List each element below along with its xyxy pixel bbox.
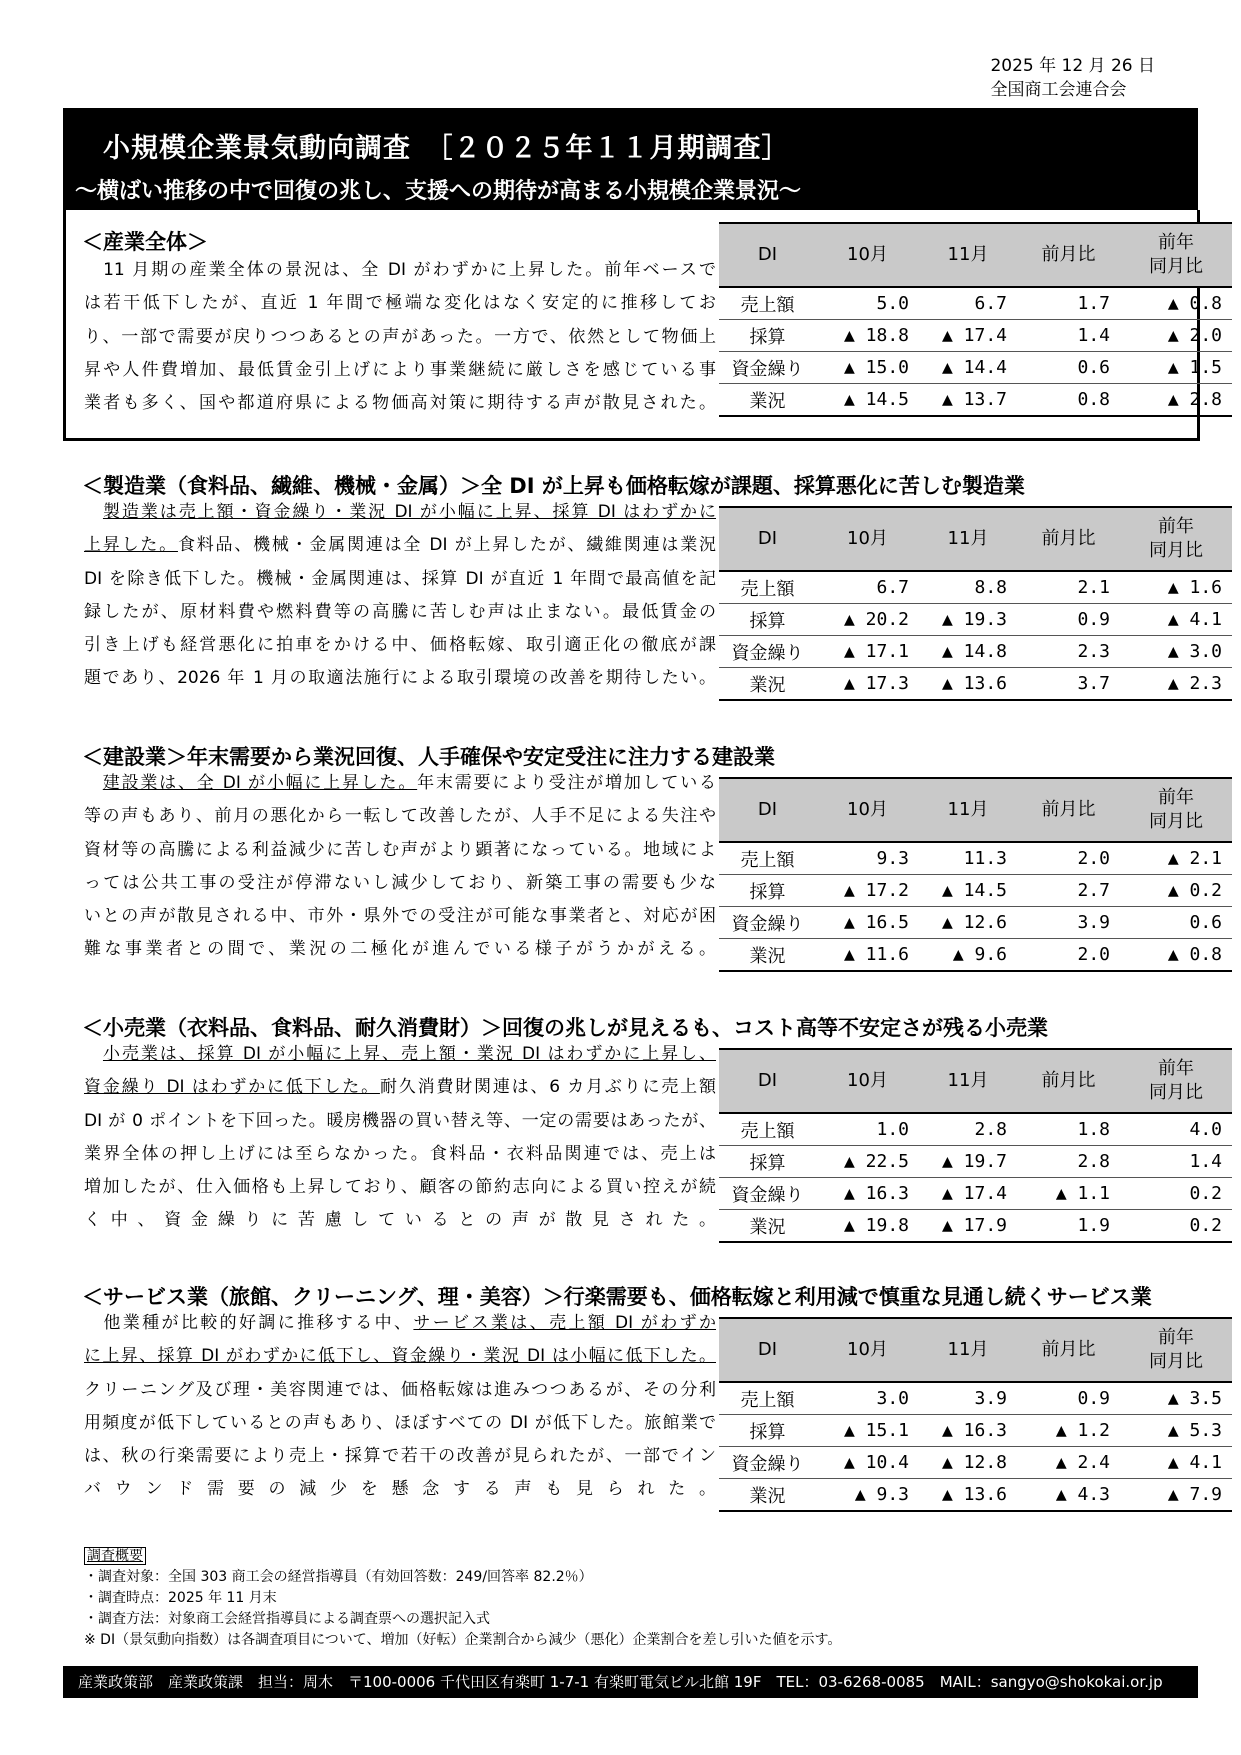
di-value: ▲ 2.1 (1120, 842, 1232, 875)
body-line: 製造業は売上額・資金繰り・業況 DI が小幅に上昇、採算 DI はわずかに (102, 502, 717, 522)
di-value: 1.0 (816, 1113, 919, 1146)
table-header-cell: 前年 同月比 (1120, 778, 1232, 842)
di-value: 0.9 (1017, 1382, 1120, 1415)
di-value: ▲ 3.5 (1120, 1382, 1232, 1415)
di-value: 0.6 (1017, 352, 1120, 384)
di-value: 1.7 (1017, 287, 1120, 320)
table-row (719, 1146, 1232, 1178)
di-value: 6.7 (816, 571, 919, 604)
section-body (84, 1038, 716, 1238)
table-header-cell: 前月比 (1017, 1049, 1120, 1113)
di-value: ▲ 15.1 (816, 1415, 919, 1447)
row-label: 業況 (719, 1479, 816, 1512)
table-row (719, 320, 1232, 352)
body-line: 建設業は、全 DI が小幅に上昇した。年末需要により受注が増加している (102, 773, 717, 793)
di-value: 2.8 (919, 1113, 1017, 1146)
table-header-cell: 10月 (816, 1049, 919, 1113)
section-body (84, 254, 716, 420)
di-value: ▲ 17.9 (919, 1210, 1017, 1243)
di-value: ▲ 22.5 (816, 1146, 919, 1178)
di-value: 0.2 (1120, 1210, 1232, 1243)
body-line: 昇や人件費増加、最低賃金引上げにより事業継続に厳しさを感じている事 (84, 359, 716, 380)
table-header-cell: 11月 (919, 1318, 1017, 1382)
table-row (719, 352, 1232, 384)
section-body (84, 496, 716, 696)
di-table (719, 222, 1232, 417)
di-value: ▲ 1.2 (1017, 1415, 1120, 1447)
di-value: 6.7 (919, 287, 1017, 320)
table-header-cell: 11月 (919, 778, 1017, 842)
di-value: ▲ 14.5 (919, 875, 1017, 907)
di-value: ▲ 17.4 (919, 1178, 1017, 1210)
di-value: ▲ 17.3 (816, 668, 919, 701)
table-header-cell: DI (719, 507, 816, 571)
body-line: 題であり、2026 年 1 月の取適法施行による取引環境の改善を期待したい。 (84, 668, 716, 689)
di-value: ▲ 1.5 (1120, 352, 1232, 384)
row-label: 資金繰り (719, 636, 816, 668)
di-value: 0.9 (1017, 604, 1120, 636)
section-body (84, 1307, 716, 1507)
di-value: ▲ 19.8 (816, 1210, 919, 1243)
body-line: り、一部で需要が戻りつつあるとの声があった。一方で、依然として物価上 (84, 326, 716, 347)
row-label: 採算 (719, 1146, 816, 1178)
body-line: は若干低下したが、直近 1 年間で極端な変化はなく安定的に推移してお (84, 293, 716, 314)
table-row (719, 604, 1232, 636)
di-value: ▲ 19.3 (919, 604, 1017, 636)
section-heading: ＜小売業（衣料品、食料品、耐久消費財）＞回復の兆しが見えるも、コスト高等不安定さが残る小売業 (82, 1016, 1048, 1040)
table-row (719, 571, 1232, 604)
body-line: 小売業は、採算 DI が小幅に上昇、売上額・業況 DI はわずかに上昇し、 (102, 1044, 717, 1064)
table-row (719, 875, 1232, 907)
row-label: 売上額 (719, 1113, 816, 1146)
table-header-cell: 前月比 (1017, 223, 1120, 287)
di-value: 11.3 (919, 842, 1017, 875)
di-value: 2.0 (1017, 842, 1120, 875)
di-value: ▲ 9.3 (816, 1479, 919, 1512)
di-value: ▲ 2.0 (1120, 320, 1232, 352)
table-row (719, 1113, 1232, 1146)
body-line: クリーニング及び理・美容関連では、価格転嫁は進みつつあるが、その分利 (84, 1379, 716, 1400)
body-line: 用頻度が低下しているとの声もあり、ほぼすべての DI が低下した。旅館業で (84, 1412, 716, 1433)
di-value: 0.8 (1017, 384, 1120, 417)
body-line: バウンド需要の減少を懸念する声も見られた。 (84, 1479, 716, 1500)
notes-line: ・調査対象：全国 303 商工会の経営指導員（有効回答数：249/回答率 82.2％） (84, 1569, 593, 1585)
di-table (719, 506, 1232, 701)
table-header-cell: DI (719, 223, 816, 287)
table-header-cell: 10月 (816, 223, 919, 287)
organization: 全国商工会連合会 (990, 80, 1127, 100)
di-value: ▲ 20.2 (816, 604, 919, 636)
table-header-cell: 11月 (919, 507, 1017, 571)
page-subtitle: ～横ばい推移の中で回復の兆し、支援への期待が高まる小規模企業景況～ (75, 179, 802, 204)
di-value: ▲ 11.6 (816, 939, 919, 972)
table-header-cell: DI (719, 778, 816, 842)
di-value: ▲ 17.4 (919, 320, 1017, 352)
di-value: ▲ 0.8 (1120, 939, 1232, 972)
di-value: 8.8 (919, 571, 1017, 604)
di-value: ▲ 5.3 (1120, 1415, 1232, 1447)
notes-line: ・調査時点：2025 年 11 月末 (84, 1590, 277, 1606)
di-table (719, 1317, 1232, 1512)
di-value: 1.4 (1120, 1146, 1232, 1178)
table-header-cell: 11月 (919, 1049, 1017, 1113)
body-line: DI を除き低下した。機械・金属関連は、採算 DI が直近 1 年間で最高値を記 (84, 568, 716, 589)
section-heading: ＜建設業＞年末需要から業況回復、人手確保や安定受注に注力する建設業 (82, 745, 775, 769)
di-value: ▲ 2.3 (1120, 668, 1232, 701)
di-value: ▲ 9.6 (919, 939, 1017, 972)
body-line: 11 月期の産業全体の景況は、全 DI がわずかに上昇した。前年ベースで (84, 260, 716, 280)
body-line: 難な事業者との間で、業況の二極化が進んでいる様子がうかがえる。 (84, 939, 716, 960)
di-value: ▲ 2.4 (1017, 1447, 1120, 1479)
di-value: ▲ 4.1 (1120, 1447, 1232, 1479)
di-value: ▲ 10.4 (816, 1447, 919, 1479)
di-value: 1.4 (1017, 320, 1120, 352)
di-value: ▲ 2.8 (1120, 384, 1232, 417)
table-header-cell: 前月比 (1017, 507, 1120, 571)
di-value: ▲ 16.3 (816, 1178, 919, 1210)
body-line: 他業種が比較的好調に推移する中、サービス業は、売上額 DI がわずか (84, 1313, 716, 1333)
body-line: く中、資金繰りに苦慮しているとの声が散見された。 (84, 1210, 716, 1231)
di-value: ▲ 14.5 (816, 384, 919, 417)
table-row (719, 842, 1232, 875)
di-value: ▲ 12.6 (919, 907, 1017, 939)
issue-date: 2025 年 12 月 26 日 (990, 56, 1155, 76)
di-value: ▲ 1.1 (1017, 1178, 1120, 1210)
table-header-cell: 10月 (816, 507, 919, 571)
footer-contact: 産業政策部 産業政策課 担当：周木 〒100-0006 千代田区有楽町 1-7-1 有楽町電気ビル北館 19F TEL：03-6268-0085 MAIL：sangyo@shokokai.or.jp (63, 1666, 1198, 1698)
row-label: 資金繰り (719, 1178, 816, 1210)
row-label: 業況 (719, 939, 816, 972)
di-value: 3.9 (919, 1382, 1017, 1415)
table-header-cell: 前年 同月比 (1120, 1049, 1232, 1113)
di-value: ▲ 0.8 (1120, 287, 1232, 320)
row-label: 売上額 (719, 842, 816, 875)
di-value: ▲ 13.6 (919, 668, 1017, 701)
di-value: ▲ 19.7 (919, 1146, 1017, 1178)
di-value: ▲ 3.0 (1120, 636, 1232, 668)
body-line: いとの声が散見される中、市外・県外での受注が可能な事業者と、対応が困 (84, 906, 716, 927)
table-row (719, 939, 1232, 972)
table-row (719, 907, 1232, 939)
di-value: ▲ 0.2 (1120, 875, 1232, 907)
di-value: ▲ 13.7 (919, 384, 1017, 417)
di-value: 2.0 (1017, 939, 1120, 972)
table-row (719, 1447, 1232, 1479)
table-header-cell: 前年 同月比 (1120, 507, 1232, 571)
body-line: 資材等の高騰による利益減少に苦しむ声がより顕著になっている。地域によ (84, 839, 716, 860)
di-value: 0.2 (1120, 1178, 1232, 1210)
di-table (719, 777, 1232, 972)
body-line: っては公共工事の受注が停滞ないし減少しており、新築工事の需要も少な (84, 872, 716, 893)
di-value: ▲ 16.5 (816, 907, 919, 939)
body-line: 等の声もあり、前月の悪化から一転して改善したが、人手不足による失注や (84, 806, 716, 827)
notes-title: 調査概要 (84, 1547, 146, 1565)
di-value: ▲ 18.8 (816, 320, 919, 352)
table-row (719, 1210, 1232, 1243)
section-heading: ＜サービス業（旅館、クリーニング、理・美容）＞行楽需要も、価格転嫁と利用減で慎重な見通し続くサービス業 (82, 1285, 1152, 1309)
di-value: ▲ 13.6 (919, 1479, 1017, 1512)
di-value: 9.3 (816, 842, 919, 875)
di-value: 3.0 (816, 1382, 919, 1415)
survey-notes (84, 1546, 841, 1651)
row-label: 資金繰り (719, 1447, 816, 1479)
row-label: 業況 (719, 384, 816, 417)
di-value: ▲ 7.9 (1120, 1479, 1232, 1512)
body-line: 業者も多く、国や都道府県による物価高対策に期待する声が散見された。 (84, 393, 716, 414)
di-value: ▲ 16.3 (919, 1415, 1017, 1447)
table-row (719, 668, 1232, 701)
body-line: 資金繰り DI はわずかに低下した。耐久消費財関連は、6 カ月ぶりに売上額 (84, 1077, 716, 1098)
row-label: 資金繰り (719, 907, 816, 939)
table-row (719, 384, 1232, 417)
di-value: 4.0 (1120, 1113, 1232, 1146)
table-row (719, 1479, 1232, 1512)
di-value: 1.8 (1017, 1113, 1120, 1146)
di-value: 1.9 (1017, 1210, 1120, 1243)
row-label: 採算 (719, 320, 816, 352)
table-row (719, 1382, 1232, 1415)
table-row (719, 1178, 1232, 1210)
di-value: 3.7 (1017, 668, 1120, 701)
di-value: 2.7 (1017, 875, 1120, 907)
section-body (84, 767, 716, 967)
di-value: ▲ 17.1 (816, 636, 919, 668)
table-row (719, 636, 1232, 668)
row-label: 資金繰り (719, 352, 816, 384)
di-value: 0.6 (1120, 907, 1232, 939)
row-label: 売上額 (719, 287, 816, 320)
body-line: 増加したが、仕入価格も上昇しており、顧客の節約志向による買い控えが続 (84, 1177, 716, 1198)
di-value: ▲ 14.4 (919, 352, 1017, 384)
table-header-cell: DI (719, 1049, 816, 1113)
di-value: 5.0 (816, 287, 919, 320)
date-block (990, 54, 1155, 102)
row-label: 採算 (719, 1415, 816, 1447)
body-line: は、秋の行楽需要により売上・採算で若干の改善が見られたが、一部でイン (84, 1446, 716, 1467)
title-banner (63, 108, 1198, 210)
page-title: 小規模企業景気動向調査 ［２０２５年１１月期調査］ (103, 133, 790, 164)
di-value: ▲ 12.8 (919, 1447, 1017, 1479)
row-label: 採算 (719, 875, 816, 907)
section-heading: ＜産業全体＞ (82, 230, 208, 254)
di-value: 2.8 (1017, 1146, 1120, 1178)
body-line: 引き上げも経営悪化に拍車をかける中、価格転嫁、取引適正化の徹底が課 (84, 635, 716, 656)
row-label: 売上額 (719, 1382, 816, 1415)
di-value: ▲ 17.2 (816, 875, 919, 907)
body-line: 業界全体の押し上げには至らなかった。食料品・衣料品関連では、売上は (84, 1143, 716, 1164)
di-value: ▲ 14.8 (919, 636, 1017, 668)
body-line: 上昇した。食料品、機械・金属関連は全 DI が上昇したが、繊維関連は業況 (84, 535, 716, 556)
di-value: ▲ 15.0 (816, 352, 919, 384)
table-header-cell: 前月比 (1017, 778, 1120, 842)
table-header-cell: 11月 (919, 223, 1017, 287)
row-label: 業況 (719, 668, 816, 701)
table-header-cell: 10月 (816, 778, 919, 842)
di-value: 3.9 (1017, 907, 1120, 939)
notes-line: ※ DI（景気動向指数）は各調査項目について、増加（好転）企業割合から減少（悪化）企業割合を差し引いた値を示す。 (84, 1632, 842, 1648)
di-value: ▲ 1.6 (1120, 571, 1232, 604)
di-value: 2.1 (1017, 571, 1120, 604)
body-line: 録したが、原材料費や燃料費等の高騰に苦しむ声は止まない。最低賃金の (84, 601, 716, 622)
row-label: 採算 (719, 604, 816, 636)
row-label: 売上額 (719, 571, 816, 604)
table-header-cell: 前年 同月比 (1120, 223, 1232, 287)
di-table (719, 1048, 1232, 1243)
table-header-cell: DI (719, 1318, 816, 1382)
body-line: に上昇、採算 DI がわずかに低下し、資金繰り・業況 DI は小幅に低下した。 (84, 1346, 716, 1367)
row-label: 業況 (719, 1210, 816, 1243)
di-value: ▲ 4.1 (1120, 604, 1232, 636)
table-row (719, 1415, 1232, 1447)
di-value: 2.3 (1017, 636, 1120, 668)
table-header-cell: 前年 同月比 (1120, 1318, 1232, 1382)
di-value: ▲ 4.3 (1017, 1479, 1120, 1512)
notes-line: ・調査方法：対象商工会経営指導員による調査票への選択記入式 (84, 1611, 490, 1627)
body-line: DI が 0 ポイントを下回った。暖房機器の買い替え等、一定の需要はあったが、 (84, 1110, 716, 1131)
table-row (719, 287, 1232, 320)
table-header-cell: 10月 (816, 1318, 919, 1382)
table-header-cell: 前月比 (1017, 1318, 1120, 1382)
section-heading: ＜製造業（食料品、繊維、機械・金属）＞全 DI が上昇も価格転嫁が課題、採算悪化に苦しむ製造業 (82, 474, 1025, 498)
